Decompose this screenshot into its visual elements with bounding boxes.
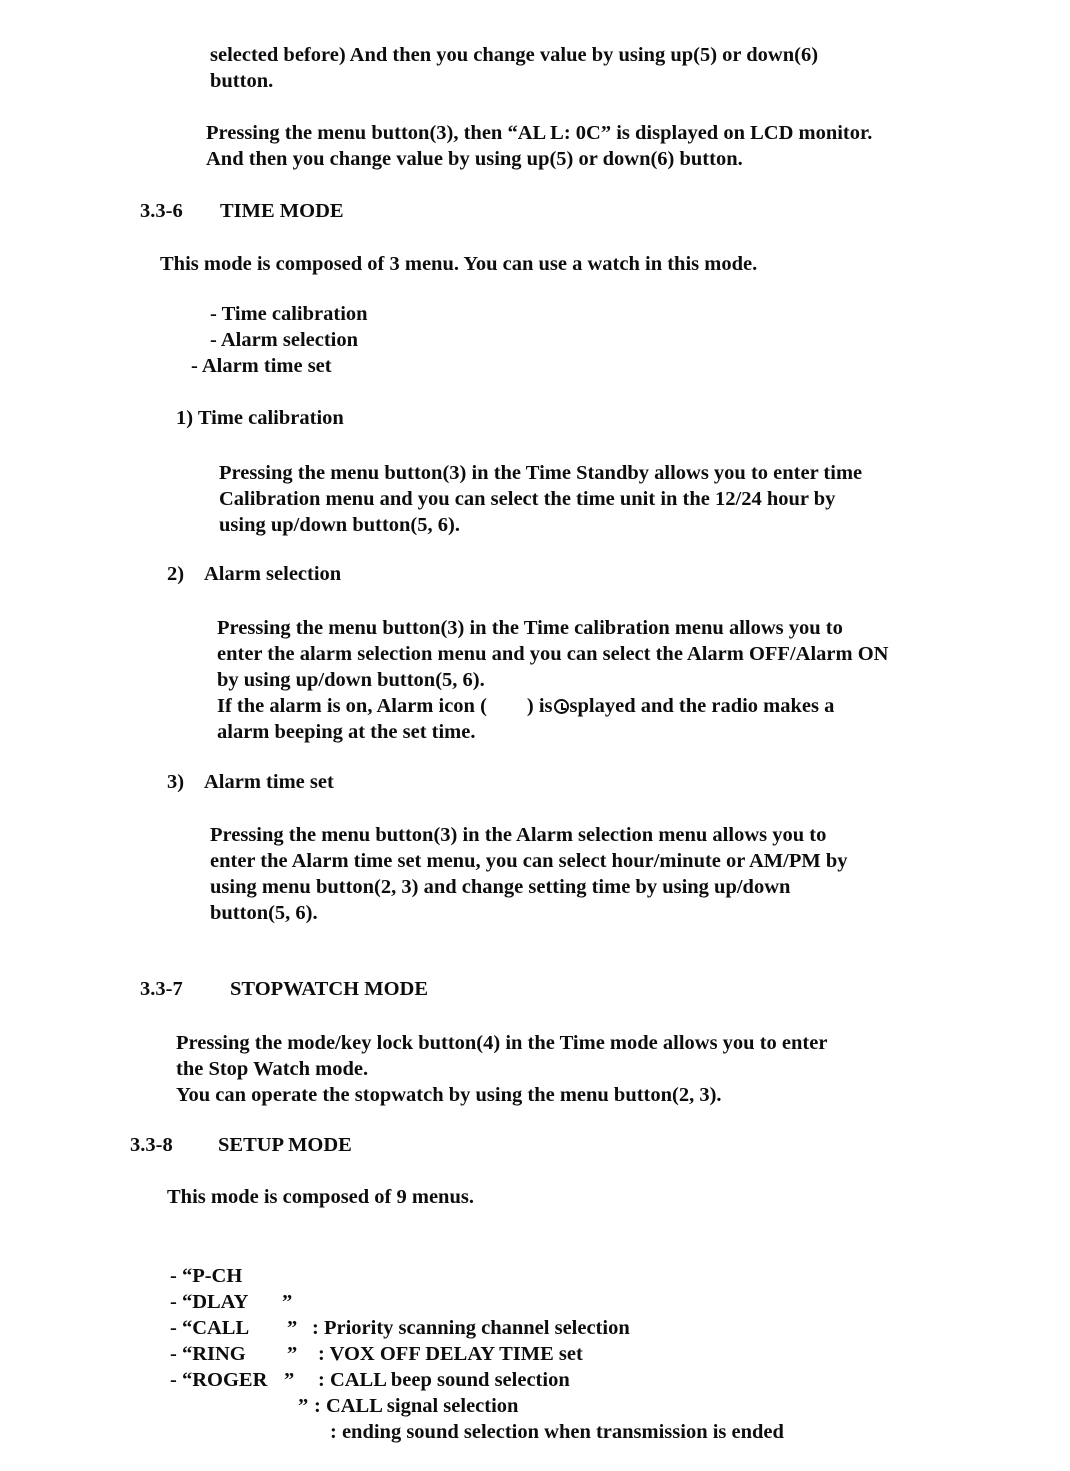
intro-line: And then you change value by using up(5) or down(6) button. bbox=[206, 148, 743, 170]
closing-quote: ” bbox=[282, 1291, 293, 1313]
paragraph-line: by using up/down button(5, 6). bbox=[217, 669, 485, 691]
text-fragment: If the alarm is on, Alarm icon ( bbox=[217, 695, 487, 717]
menu-code: - “ROGER bbox=[170, 1369, 268, 1391]
intro-line: Pressing the menu button(3), then “AL L: 0C” is displayed on LCD monitor. bbox=[206, 122, 873, 144]
menu-code: - “CALL bbox=[170, 1317, 250, 1339]
menu-code: - “DLAY bbox=[170, 1291, 249, 1313]
summary-text: This mode is composed of 3 menu. You can use a watch in this mode. bbox=[160, 253, 758, 275]
closing-quote: ” bbox=[287, 1317, 298, 1339]
menu-code: - “RING bbox=[170, 1343, 246, 1365]
subheading-number: 2) bbox=[167, 563, 185, 585]
section-title: STOPWATCH MODE bbox=[230, 978, 429, 1000]
paragraph-line: button(5, 6). bbox=[210, 902, 318, 924]
section-title: SETUP MODE bbox=[218, 1134, 352, 1156]
menu-description: : CALL signal selection bbox=[314, 1395, 519, 1417]
menu-description: : ending sound selection when transmission is ended bbox=[330, 1421, 784, 1443]
subheading-number: 3) bbox=[167, 771, 185, 793]
menu-description: : CALL beep sound selection bbox=[318, 1369, 570, 1391]
paragraph-line: using up/down button(5, 6). bbox=[219, 514, 460, 536]
intro-line: button. bbox=[210, 70, 274, 92]
paragraph-line: enter the alarm selection menu and you can select the Alarm OFF/Alarm ON bbox=[217, 643, 889, 665]
paragraph-line: Pressing the menu button(3) in the Alarm selection menu allows you to bbox=[210, 824, 827, 846]
closing-quote: ” bbox=[287, 1343, 298, 1365]
paragraph-line: enter the Alarm time set menu, you can select hour/minute or AM/PM by bbox=[210, 850, 848, 872]
paragraph-line: Pressing the menu button(3) in the Time Standby allows you to enter time bbox=[219, 462, 863, 484]
intro-paragraph-2 bbox=[206, 120, 872, 172]
paragraph-line: Pressing the mode/key lock button(4) in the Time mode allows you to enter bbox=[176, 1032, 828, 1054]
alarm-clock-icon bbox=[554, 699, 569, 714]
menu-description: : Priority scanning channel selection bbox=[312, 1317, 630, 1339]
subheading-text: 1) Time calibration bbox=[176, 407, 344, 429]
paragraph-line-with-icon bbox=[217, 693, 888, 719]
setup-menu-list bbox=[170, 1237, 870, 1443]
stopwatch-paragraph bbox=[176, 1030, 827, 1108]
alarm-time-set-paragraph bbox=[210, 822, 848, 926]
paragraph-line: the Stop Watch mode. bbox=[176, 1058, 369, 1080]
time-mode-list bbox=[191, 301, 368, 379]
menu-code: - “P-CH bbox=[170, 1265, 243, 1287]
paragraph-line: Calibration menu and you can select the time unit in the 12/24 hour by bbox=[219, 488, 836, 510]
summary-text: This mode is composed of 9 menus. bbox=[167, 1186, 474, 1208]
alarm-selection-paragraph bbox=[217, 615, 888, 745]
subheading-alarm-selection bbox=[167, 561, 341, 587]
paragraph-line: Pressing the menu button(3) in the Time calibration menu allows you to bbox=[217, 617, 843, 639]
subheading-text: Alarm time set bbox=[204, 771, 334, 793]
time-mode-summary bbox=[160, 251, 757, 277]
section-heading-stopwatch-mode bbox=[140, 976, 428, 1002]
list-item: - Time calibration bbox=[210, 303, 368, 325]
section-heading-setup-mode bbox=[130, 1132, 352, 1158]
closing-quote: ” bbox=[298, 1395, 309, 1417]
subheading-text: Alarm selection bbox=[204, 563, 342, 585]
intro-line: selected before) And then you change value by using up(5) or down(6) bbox=[210, 44, 819, 66]
menu-description: : VOX OFF DELAY TIME set bbox=[318, 1343, 583, 1365]
subheading-alarm-time-set bbox=[167, 769, 334, 795]
paragraph-line: using menu button(2, 3) and change setting time by using up/down bbox=[210, 876, 791, 898]
text-fragment: ) is bbox=[526, 695, 553, 717]
section-heading-time-mode bbox=[140, 198, 344, 224]
section-number: 3.3-6 bbox=[140, 200, 183, 222]
paragraph-line: You can operate the stopwatch by using the menu button(2, 3). bbox=[176, 1084, 722, 1106]
subheading-time-calibration bbox=[176, 405, 344, 431]
section-number: 3.3-8 bbox=[130, 1134, 173, 1156]
text-fragment: splayed and the radio makes a bbox=[569, 695, 835, 717]
intro-paragraph-1 bbox=[210, 42, 818, 94]
list-item: - Alarm time set bbox=[191, 355, 332, 377]
section-number: 3.3-7 bbox=[140, 978, 183, 1000]
setup-summary bbox=[167, 1184, 474, 1210]
section-title: TIME MODE bbox=[220, 200, 344, 222]
closing-quote: ” bbox=[284, 1369, 295, 1391]
time-calibration-paragraph bbox=[219, 460, 862, 538]
paragraph-line: alarm beeping at the set time. bbox=[217, 721, 476, 743]
list-item: - Alarm selection bbox=[210, 329, 359, 351]
